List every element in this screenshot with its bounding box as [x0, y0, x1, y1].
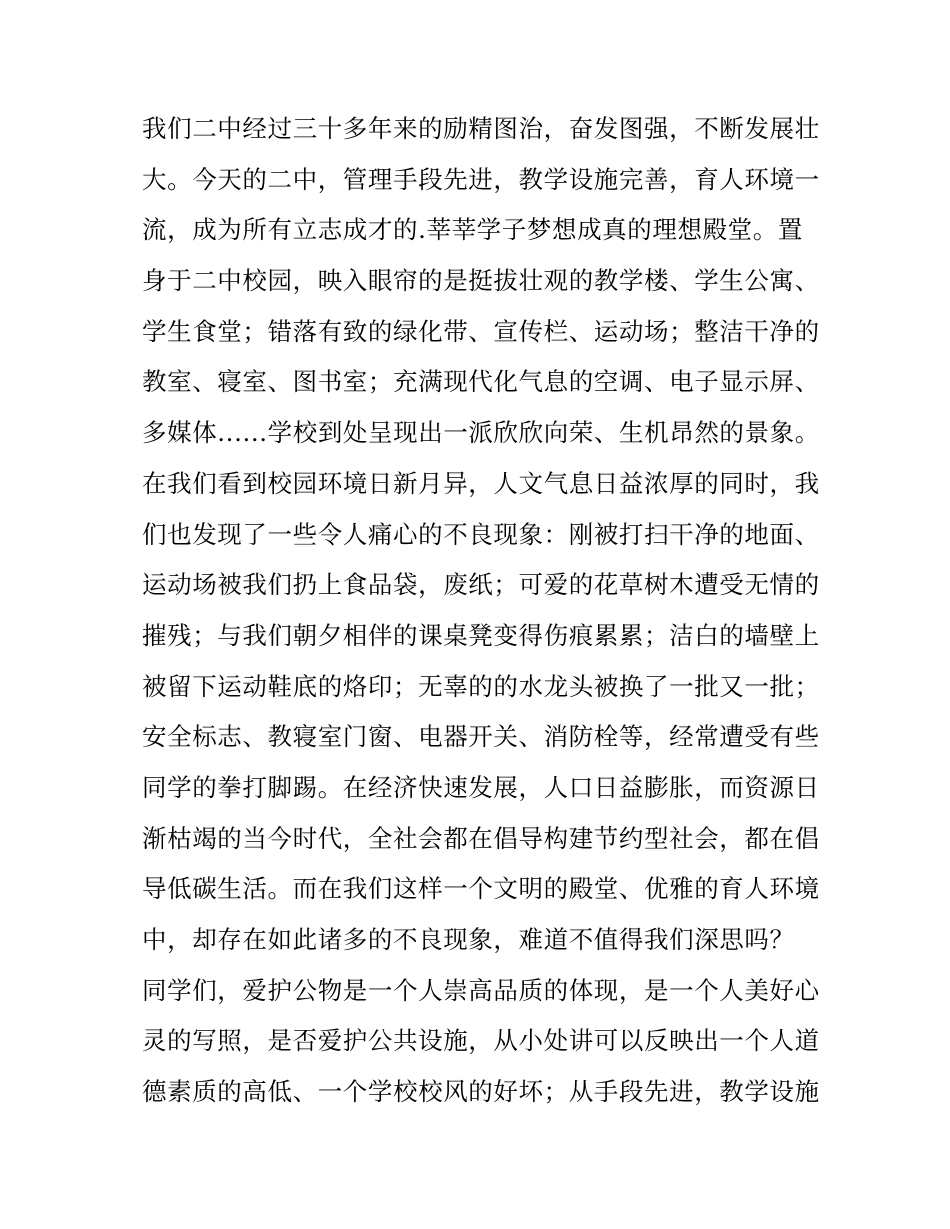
text-line: 安全标志、教寝室门窗、电器开关、消防栓等，经常遭受有些 [142, 722, 820, 752]
text-line: 德素质的高低、一个学校校风的好坏；从手段先进，教学设施 [142, 1077, 820, 1107]
text-line: 学生食堂；错落有致的绿化带、宣传栏、运动场；整洁干净的 [142, 316, 820, 346]
text-line: 摧残；与我们朝夕相伴的课桌凳变得伤痕累累；洁白的墙壁上 [142, 620, 820, 650]
text-line: 流，成为所有立志成才的.莘莘学子梦想成真的理想殿堂。置 [142, 215, 803, 245]
text-line: 同学们，爱护公物是一个人崇高品质的体现，是一个人美好心 [142, 975, 820, 1005]
text-line: 导低碳生活。而在我们这样一个文明的殿堂、优雅的育人环境 [142, 874, 820, 904]
text-line: 运动场被我们扔上食品袋，废纸；可爱的花草树木遭受无情的 [142, 570, 820, 600]
text-line: 我们二中经过三十多年来的励精图治，奋发图强，不断发展壮 [142, 114, 820, 143]
body-text [142, 104, 822, 1118]
text-line: 渐枯竭的当今时代，全社会都在倡导构建节约型社会，都在倡 [142, 823, 820, 853]
text-line: 身于二中校园，映入眼帘的是挺拔壮观的教学楼、学生公寓、 [142, 266, 820, 296]
text-line: 大。今天的二中，管理手段先进，教学设施完善，育人环境一 [142, 164, 820, 194]
text-line: 中，却存在如此诸多的不良现象，难道不值得我们深思吗？ [142, 925, 795, 954]
text-line: 被留下运动鞋底的烙印；无辜的的水龙头被换了一批又一批； [142, 671, 820, 701]
text-line: 在我们看到校园环境日新月异，人文气息日益浓厚的同时，我 [142, 468, 820, 498]
text-line: 同学的拳打脚踢。在经济快速发展，人口日益膨胀，而资源日 [142, 772, 820, 802]
text-line: 教室、寝室、图书室；充满现代化气息的空调、电子显示屏、 [142, 367, 820, 397]
text-line: 灵的写照，是否爱护公共设施，从小处讲可以反映出一个人道 [142, 1026, 820, 1056]
text-line: 多媒体......学校到处呈现出一派欣欣向荣、生机昂然的景象。 [142, 418, 820, 448]
text-line: 们也发现了一些令人痛心的不良现象：刚被打扫干净的地面、 [142, 519, 820, 549]
